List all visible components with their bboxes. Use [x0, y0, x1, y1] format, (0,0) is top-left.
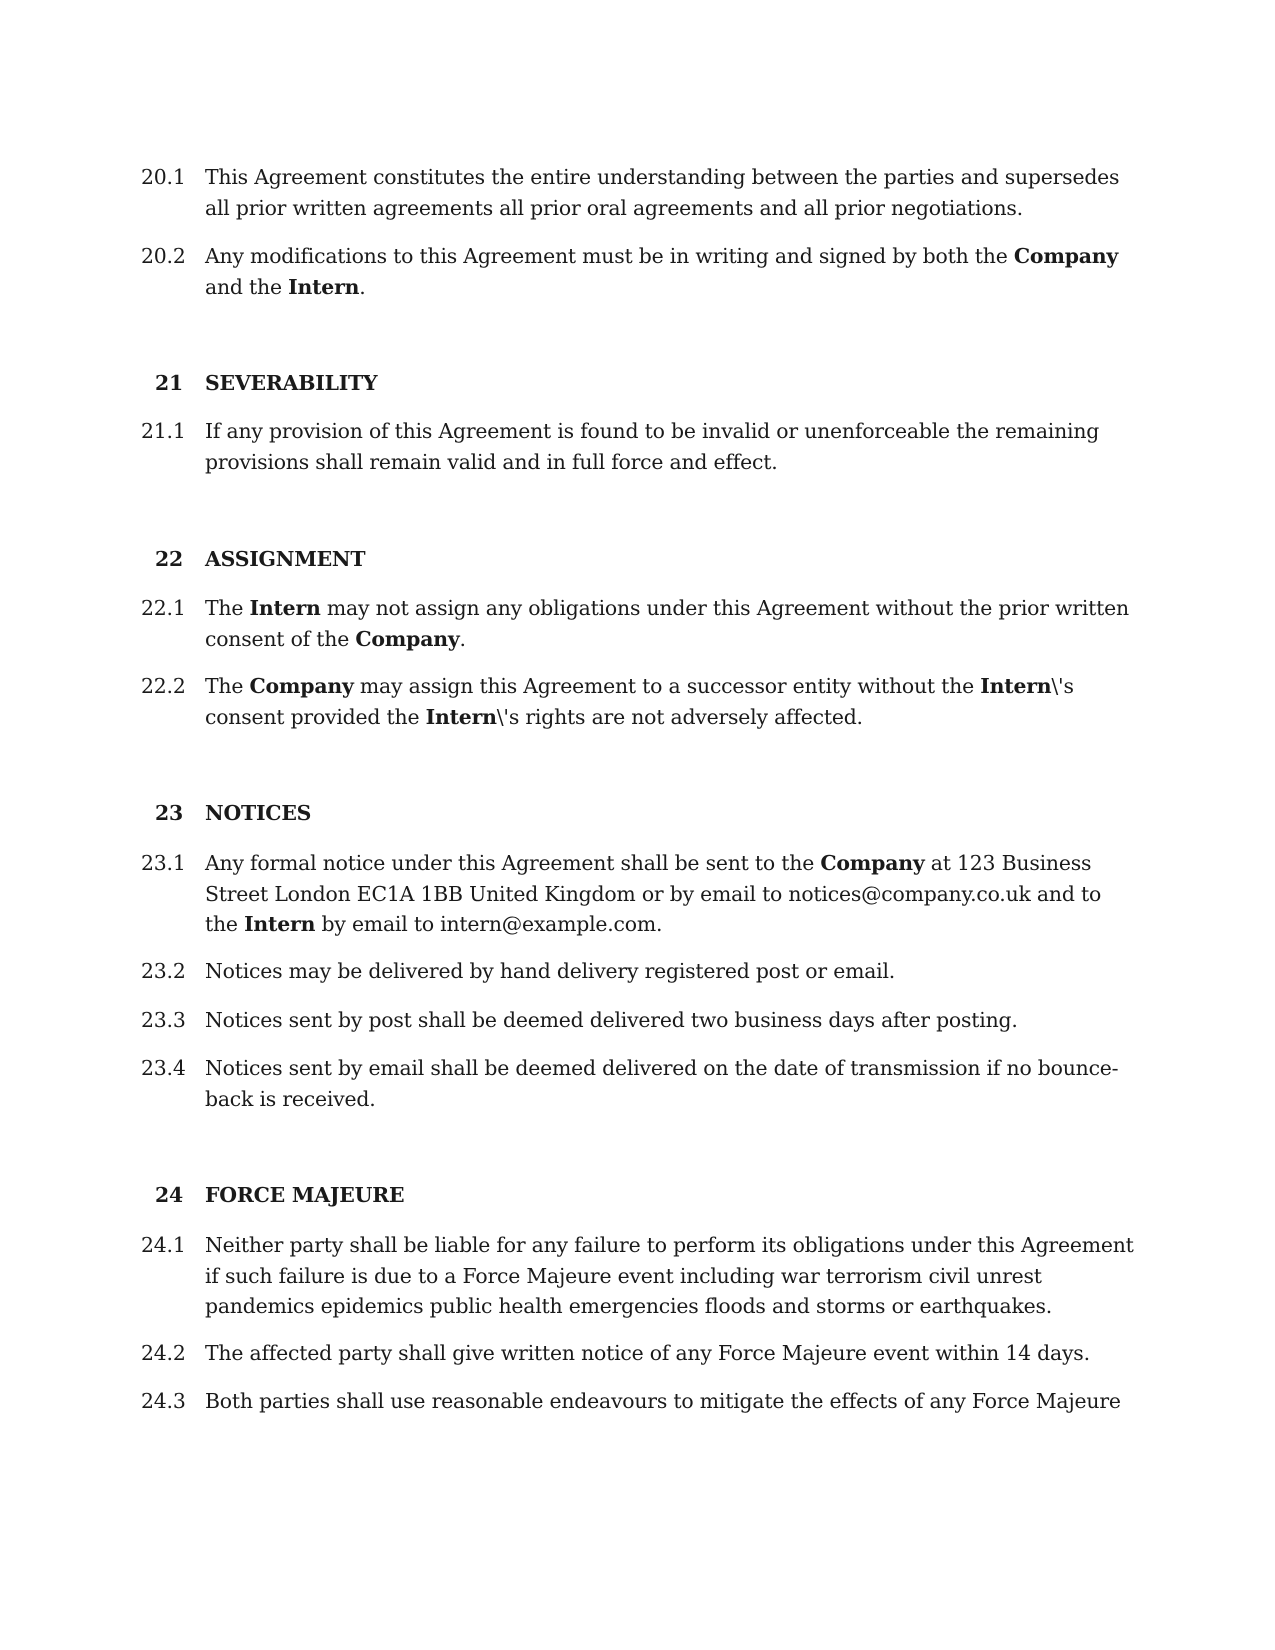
section-title: SEVERABILITY: [205, 371, 378, 395]
clause-number: 22.2: [141, 674, 186, 698]
clause-text: [205, 1338, 1135, 1369]
clause-text-run: If any provision of this Agreement is found to be invalid or unenforceable the remaining provisions shall remain valid and in full force and effect.: [205, 419, 1100, 474]
clause-number: 24.3: [141, 1389, 186, 1413]
clause-text-run: .: [359, 274, 366, 299]
clause-text-run: Any formal notice under this Agreement shall be sent to the: [205, 851, 821, 875]
section-title: FORCE MAJEURE: [205, 1183, 405, 1207]
clause-text-run: by email to intern@example.com.: [315, 912, 663, 936]
clause-text-run: The affected party shall give written notice of any Force Majeure event within 14 days.: [205, 1341, 1090, 1365]
section-title: ASSIGNMENT: [205, 547, 366, 571]
clause-text: [205, 593, 1135, 654]
clause-text-run: \'s consent provided the: [205, 674, 1074, 729]
clause-text-run: \'s rights are not adversely affected.: [496, 704, 863, 729]
section-number: 22: [155, 547, 183, 571]
clause-text-run: This Agreement constitutes the entire understanding between the parties and supersedes all prior written agreements all prior oral agreements and all prior negotiations.: [205, 165, 1120, 220]
section-title: NOTICES: [205, 801, 312, 825]
clause-text: [205, 1230, 1135, 1322]
clause-text-run: Any modifications to this Agreement must be in writing and signed by both the: [205, 244, 1014, 268]
clause-text-run: Notices sent by post shall be deemed delivered two business days after posting.: [205, 1008, 1018, 1032]
clause-text: [205, 956, 1135, 987]
defined-term: Company: [820, 851, 925, 875]
defined-term: Intern: [249, 596, 321, 620]
clause-text-run: Both parties shall use reasonable endeavours to mitigate the effects of any Force Majeure: [205, 1389, 1121, 1413]
defined-term: Intern: [425, 704, 497, 729]
clause-text-run: .: [459, 626, 466, 651]
defined-term: Intern: [244, 912, 316, 936]
defined-term: Company: [1013, 244, 1119, 268]
clause-number: 20.1: [141, 165, 186, 189]
clause-text-run: The: [205, 596, 250, 620]
defined-term: Company: [249, 674, 354, 698]
clause-text-run: at 123 Business Street London EC1A 1BB United Kingdom or by email to notices@company.co.uk and to the: [205, 851, 1102, 936]
clause-number: 23.1: [141, 851, 186, 875]
clause-text: [205, 1053, 1135, 1114]
clause-text: [205, 241, 1135, 302]
defined-term: Intern: [288, 274, 360, 299]
clause-text-run: Notices sent by email shall be deemed delivered on the date of transmission if no bounce-back is received.: [205, 1056, 1119, 1111]
section-number: 21: [155, 371, 183, 395]
clause-number: 24.1: [141, 1233, 186, 1257]
clause-text-run: Neither party shall be liable for any failure to perform its obligations under this Agreement if such failure is due to a Force Majeure event including war terrorism civil unrest pandemics epidemics public health emergencies floods and storms or earthquakes.: [205, 1233, 1134, 1318]
clause-text-run: and the: [205, 274, 289, 299]
clause-text-run: may not assign any obligations under this Agreement without the prior written consent of the: [205, 596, 1129, 651]
section-number: 23: [155, 801, 183, 825]
clause-text: [205, 416, 1135, 477]
clause-text: [205, 1005, 1135, 1036]
clause-text: [205, 671, 1135, 732]
clause-text-run: Notices may be delivered by hand delivery registered post or email.: [205, 959, 896, 983]
clause-text-run: The: [205, 674, 250, 698]
clause-number: 24.2: [141, 1341, 186, 1365]
clause-number: 22.1: [141, 596, 186, 620]
clause-text-run: may assign this Agreement to a successor entity without the: [353, 674, 981, 698]
clause-number: 23.2: [141, 959, 186, 983]
section-number: 24: [155, 1183, 183, 1207]
clause-number: 21.1: [141, 419, 186, 443]
clause-text: [205, 162, 1135, 223]
defined-term: Intern: [980, 674, 1052, 698]
clause-text: [205, 1386, 1135, 1417]
defined-term: Company: [355, 626, 460, 651]
clause-text: [205, 848, 1135, 940]
clause-number: 23.4: [141, 1056, 186, 1080]
clause-number: 23.3: [141, 1008, 186, 1032]
clause-number: 20.2: [141, 244, 186, 268]
